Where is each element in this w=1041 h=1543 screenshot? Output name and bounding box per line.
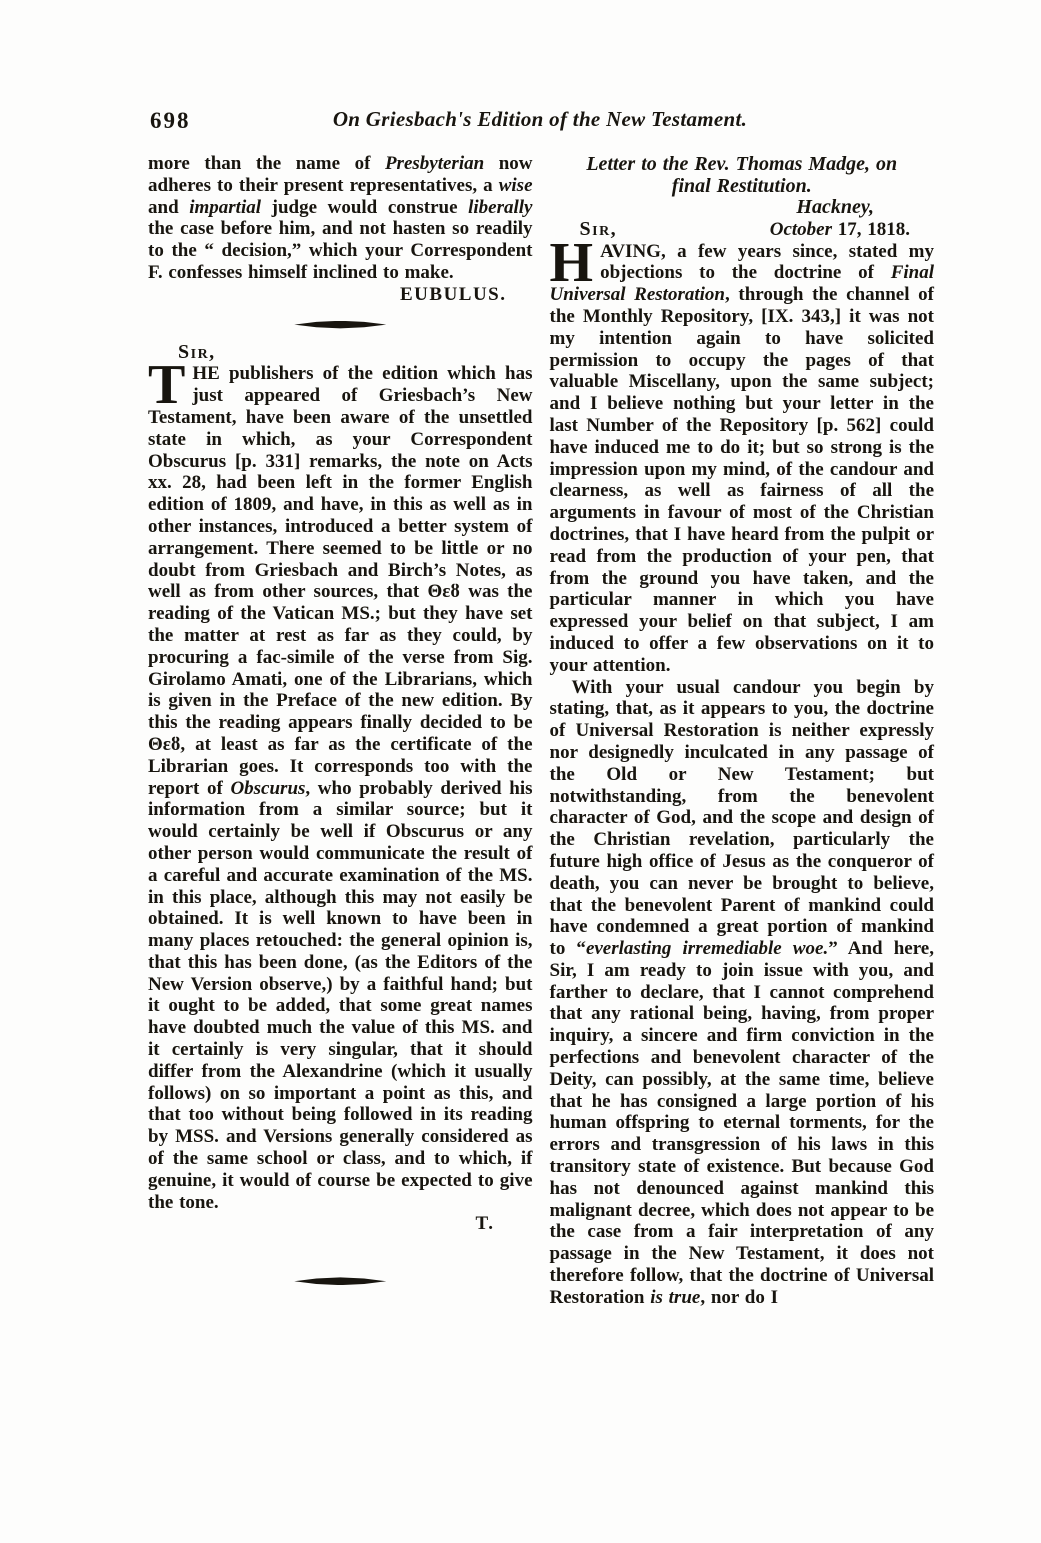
paragraph [549,231,935,677]
text-run: AVING, a few years since, stated my objections to the doctrine of [600,240,934,284]
italic-text: October [769,218,832,240]
italic-text: Presbyterian [384,153,485,174]
paragraph [148,153,533,284]
running-title: On Griesbach's Edition of the New Testament. [332,107,748,131]
text-run: ” And here, Sir, I am ready to join issue with you, and farther to declare, that I cannot comprehend that any rational being, having, from proper inquiry, a sincere and firm conviction in the perfections and benevolent character of the Deity, can possibly, at the same time, believe that he has consigned a large portion of his human offspring to eternal torments, for the errors and transgression of his laws in this transitory state of existence. But because God has not denounced against mankind this malignant decree, which does not appear to be the case from a fair interpretation of any passage in the New Testament, it does not therefore follow, that the doctrine of Universal Restoration [549,938,934,1308]
signature: T. [475,1213,495,1235]
salutation: Sir, [579,217,618,240]
section-divider [294,1277,386,1285]
text-run: HE publishers of the edition which has just appeared of Griesbach’s New Testament, have been aware of the unsettled state in which, as your Correspondent Obscurus [p. 331] remarks, the note on Acts xx. 28, had been left in the former English edition of 1809, and have, in this as well as in other instances, introduced a better system of arrangement. There seemed to be little or no doubt from Griesbach and Birch’s Notes, as well as from other sources, that Θεȣ was the reading of the Vatican MS.; but they have set the matter at rest as far as they could, by procuring a fac-simile of the verse from Sig. Girolamo Amati, one of the Librarians, which is given in the Preface of the new edition. By this the reading appears finally decided to be Θεȣ, at least as far as the certificate of the Librarian goes. It corresponds too with the report of [148,363,533,799]
text-run: , through the channel of the Monthly Repository, [IX. 343,] it was not my intention again to have solicited permission to occupy the pages of that valuable Miscellany, upon the same subject; and I believe nothing but your letter in the last Number of the Repository [p. 562] could have induced me to do it; but so strong is the impression upon my mind, of the candour and clearness, as well as fairness of all the arguments in favour of most of the Christian doctrines, that I have heard from the pulpit or read from the production of your pen, that from the ground you have taken, and the particular manner in which you have expressed your belief on that subject, I am induced to offer a few observations on it to your attention. [549,284,934,676]
date-line [550,219,935,241]
italic-text: Obscurus [230,777,306,799]
place-line: Hackney, [796,196,874,218]
italic-text: everlasting irremediable woe. [585,938,829,960]
signature: EUBULUS. [400,283,507,305]
italic-text: liberally [468,196,533,218]
text-run: and [148,196,190,218]
text-run: 17, 1818. [832,218,910,240]
salutation: Sir, [178,340,216,363]
letter-heading [550,153,935,197]
text-run: , who probably derived his information from a similar source; but it would certainly be well if Obscurus or any other person would communicate the result of a careful and accurate examination of the MS. in this place, although this may not easily be obtained. It is well known to have been in many places retouched: the general opinion is, that this has been done, (as the Editors of the New Version observe,) by a faithful hand; but it ought to be added, that some great names have doubted much the value of this MS. and it certainly is very singular, that it should differ from the Alexandrine (which it usually follows) on so important a point as this, and that too without being followed in its reading by MSS. and Versions generally considered as of the same school or class, and to which, if genuine, it would of course be expected to give the tone. [148,777,533,1213]
letter-heading-line: Letter to the Rev. Thomas Madge, on [586,153,898,175]
text-columns [148,153,934,1309]
text-run: more than the name of [148,153,385,174]
left-column [148,153,533,1309]
text-run: the case before him, and not hasten so readily to the “ decision,” which your Correspondent F. confesses himself inclined to make. [148,218,533,283]
right-column [550,153,935,1309]
drop-cap: H [549,231,594,294]
letter-date [770,219,910,241]
text-run: With your usual candour you begin by stating, that, as it appears to you, the doctrine of Universal Restoration is neither expressly nor designedly inculcated in any passage of the Old or New Testament; but notwithstanding, from the benevolent character of God, and the scope and design of the Christian revelation, particularly the future high office of Jesus as the conqueror of death, you can never be brought to believe, that the benevolent Parent of mankind could have condemned a great portion of mankind to “ [549,676,934,960]
paragraph [550,677,935,1309]
text-run: , nor do I [700,1286,778,1308]
letter-heading-line: final Restitution. [671,175,812,197]
text-run: judge would construe [261,196,469,218]
italic-text: wise [498,174,533,196]
paragraph [148,354,533,1213]
italic-text: impartial [189,196,262,218]
italic-text: Final Universal Restoration [549,262,934,306]
drop-cap: T [148,354,186,417]
section-divider [294,321,386,329]
italic-text: is true [650,1286,701,1308]
text-run: now adheres to their present representatives, a [148,153,533,196]
page-header [148,104,932,144]
page-number: 698 [150,108,191,133]
